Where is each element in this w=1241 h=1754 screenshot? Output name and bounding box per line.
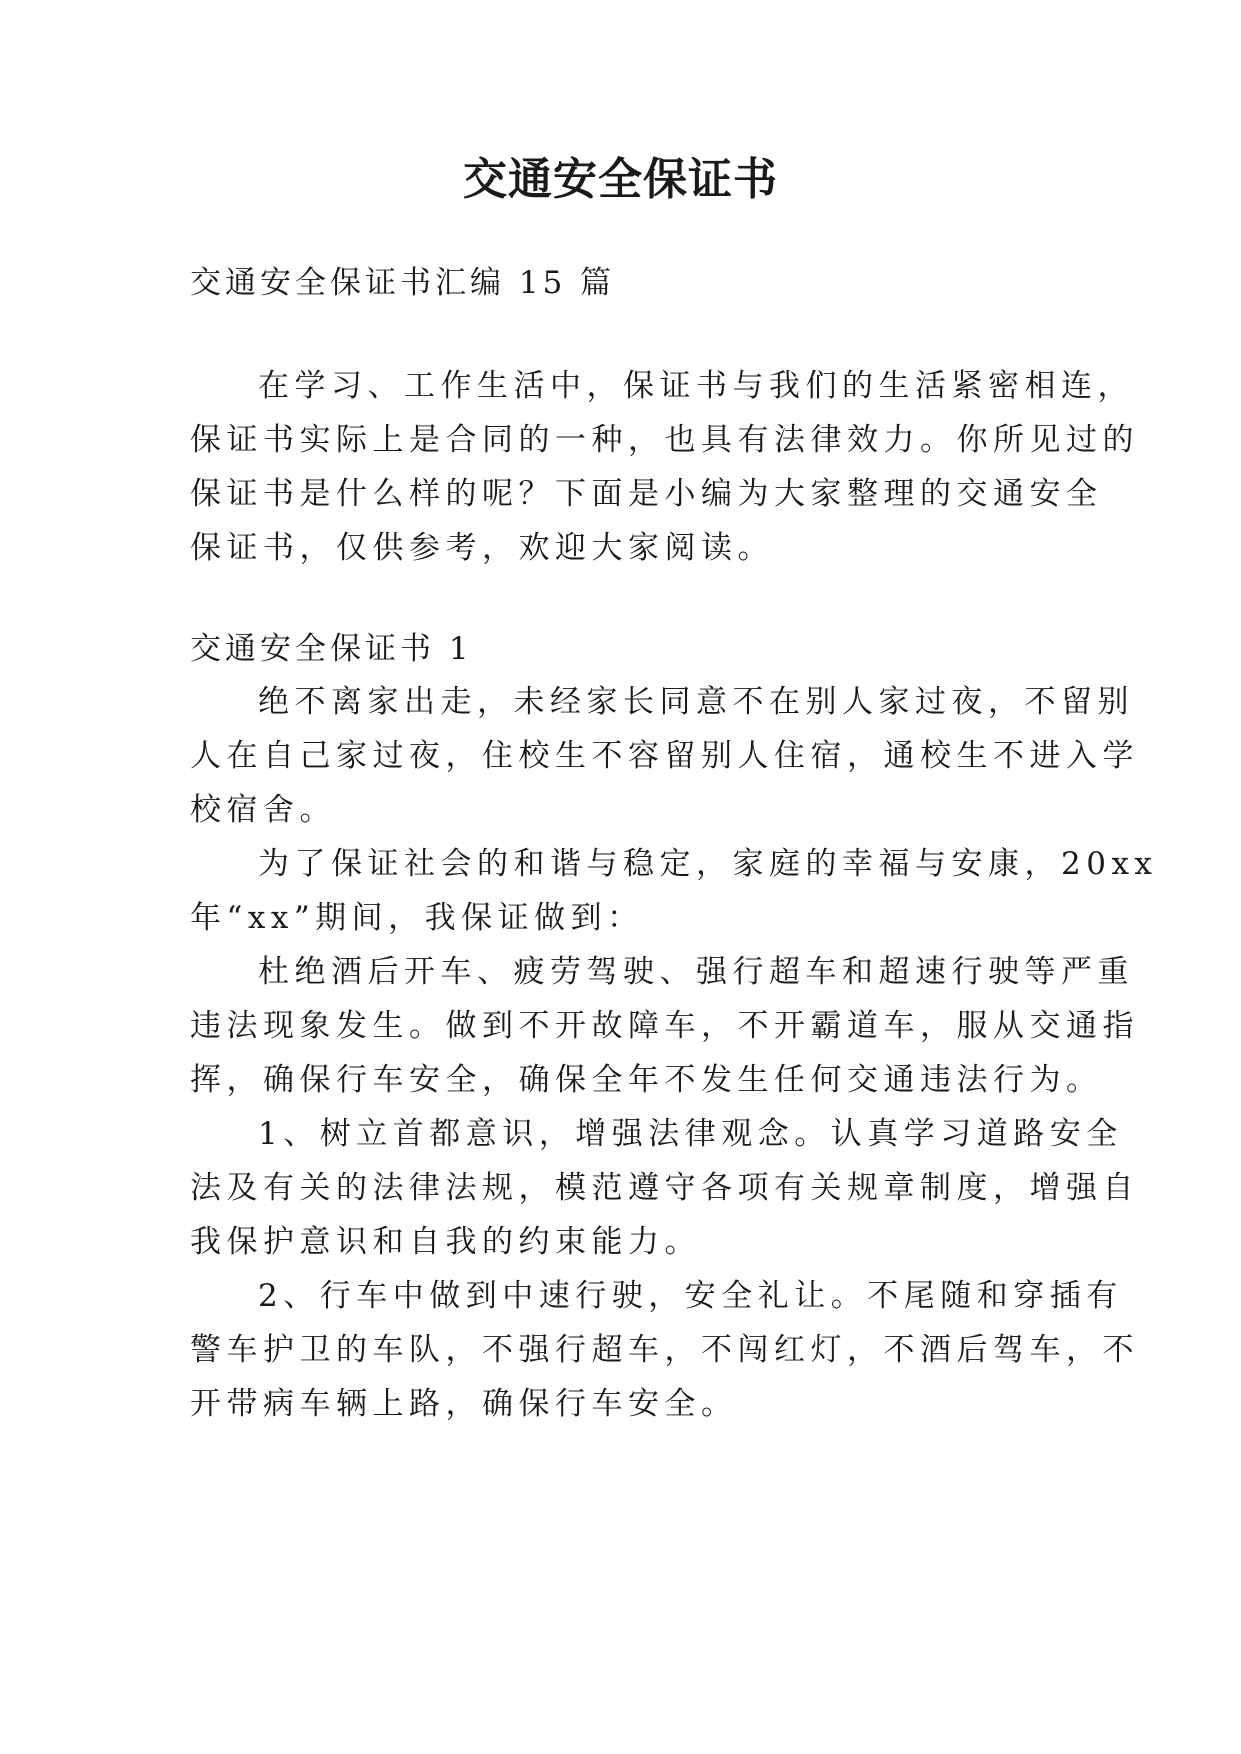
document-subtitle: 交通安全保证书汇编 15 篇 bbox=[190, 265, 616, 301]
section-heading: 交通安全保证书 1 bbox=[190, 631, 473, 667]
intro-line: 在学习、工作生活中，保证书与我们的生活紧密相连， bbox=[258, 368, 1134, 404]
body-line: 年“xx”期间，我保证做到： bbox=[190, 900, 644, 936]
body-line: 校宿舍。 bbox=[190, 792, 336, 828]
body-line: 我保护意识和自我的约束能力。 bbox=[190, 1224, 701, 1260]
body-line: 违法现象发生。做到不开故障车，不开霸道车，服从交通指 bbox=[190, 1008, 1139, 1044]
body-line: 杜绝酒后开车、疲劳驾驶、强行超车和超速行驶等严重 bbox=[258, 954, 1134, 990]
intro-line: 保证书实际上是合同的一种，也具有法律效力。你所见过的 bbox=[190, 422, 1139, 458]
body-line: 为了保证社会的和谐与稳定，家庭的幸福与安康，20xx bbox=[258, 846, 1158, 882]
intro-line: 保证书，仅供参考，欢迎大家阅读。 bbox=[190, 530, 774, 566]
body-line: 警车护卫的车队，不强行超车，不闯红灯，不酒后驾车，不 bbox=[190, 1332, 1139, 1368]
intro-line: 保证书是什么样的呢？下面是小编为大家整理的交通安全 bbox=[190, 476, 1103, 512]
body-line: 2、行车中做到中速行驶，安全礼让。不尾随和穿插有 bbox=[258, 1278, 1123, 1314]
body-line: 人在自己家过夜，住校生不容留别人住宿，通校生不进入学 bbox=[190, 738, 1139, 774]
document-title: 交通安全保证书 bbox=[463, 154, 778, 205]
body-line: 开带病车辆上路，确保行车安全。 bbox=[190, 1386, 738, 1422]
body-line: 绝不离家出走，未经家长同意不在别人家过夜，不留别 bbox=[258, 684, 1134, 720]
body-line: 挥，确保行车安全，确保全年不发生任何交通违法行为。 bbox=[190, 1062, 1103, 1098]
body-line: 1、树立首都意识，增强法律观念。认真学习道路安全 bbox=[258, 1116, 1123, 1152]
body-line: 法及有关的法律法规，模范遵守各项有关规章制度，增强自 bbox=[190, 1170, 1139, 1206]
